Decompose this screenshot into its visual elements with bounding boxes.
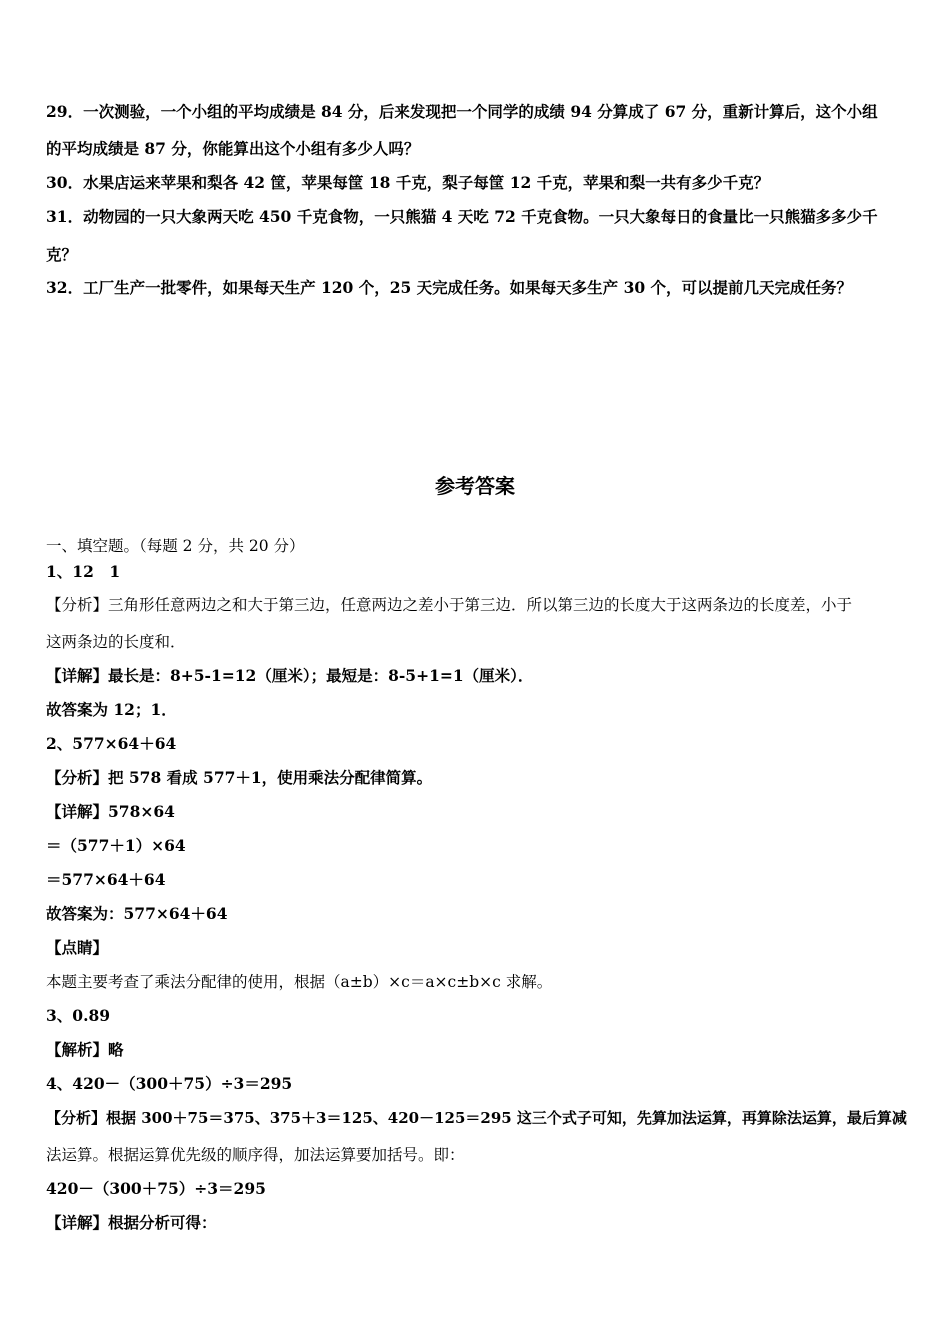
- answer-2-detail: 【详解】578×64: [46, 802, 175, 821]
- answer-1: 1、12 1: [46, 562, 121, 581]
- question-32: 32．工厂生产一批零件，如果每天生产 120 个，25 天完成任务。如果每天多生产 30 个，可以提前几天完成任务？: [46, 278, 853, 297]
- answer-4-analysis-line-1: 【分析】根据 300＋75＝375、375＋3＝125、420－125＝295 这三个式子可知，先算加法运算，再算除法运算，最后算减: [46, 1109, 907, 1127]
- answer-2-conclusion: 故答案为：577×64＋64: [46, 904, 228, 923]
- answer-4: 4、420－（300＋75）÷3＝295: [46, 1074, 293, 1093]
- answer-2-analysis: 【分析】把 578 看成 577＋1，使用乘法分配律简算。: [46, 768, 433, 787]
- answer-1-detail: 【详解】最长是：8+5-1=12（厘米）；最短是：8-5+1=1（厘米）．: [46, 666, 534, 685]
- answer-4-analysis-line-2: 法运算。根据运算优先级的顺序得，加法运算要加括号。即：: [46, 1146, 465, 1164]
- answer-2-step-1: ＝（577＋1）×64: [46, 836, 186, 855]
- answer-2: 2、577×64＋64: [46, 734, 177, 753]
- answer-2-comment: 本题主要考查了乘法分配律的使用，根据（a±b）×c＝a×c±b×c 求解。: [46, 973, 553, 991]
- answer-key-title: 参考答案: [435, 474, 515, 498]
- question-29-line-1: 29．一次测验，一个小组的平均成绩是 84 分，后来发现把一个同学的成绩 94 分算成了 67 分，重新计算后，这个小组: [46, 102, 878, 121]
- question-31-line-2: 克？: [46, 245, 78, 264]
- answer-2-step-2: ＝577×64＋64: [46, 870, 166, 889]
- answer-1-conclusion: 故答案为 12；1．: [46, 700, 177, 719]
- answer-1-analysis-line-1: 【分析】三角形任意两边之和大于第三边，任意两边之差小于第三边．所以第三边的长度大于这两条边的长度差，小于: [46, 596, 853, 614]
- answer-2-comment-heading: 【点睛】: [46, 938, 109, 957]
- question-29-line-2: 的平均成绩是 87 分，你能算出这个小组有多少人吗？: [46, 139, 420, 158]
- answer-1-analysis-line-2: 这两条边的长度和．: [46, 633, 186, 651]
- answer-4-detail: 【详解】根据分析可得：: [46, 1213, 217, 1232]
- answer-4-formula: 420－（300＋75）÷3＝295: [46, 1179, 266, 1198]
- answer-3-analysis: 【解析】略: [46, 1040, 124, 1059]
- answer-3: 3、0.89: [46, 1006, 111, 1025]
- question-31-line-1: 31．动物园的一只大象两天吃 450 千克食物，一只熊猫 4 天吃 72 千克食物。一只大象每日的食量比一只熊猫多多少千: [46, 207, 878, 226]
- section-1-heading: 一、填空题。（每题 2 分，共 20 分）: [46, 537, 305, 555]
- question-30: 30．水果店运来苹果和梨各 42 筐，苹果每筐 18 千克，梨子每筐 12 千克，苹果和梨一共有多少千克？: [46, 173, 770, 192]
